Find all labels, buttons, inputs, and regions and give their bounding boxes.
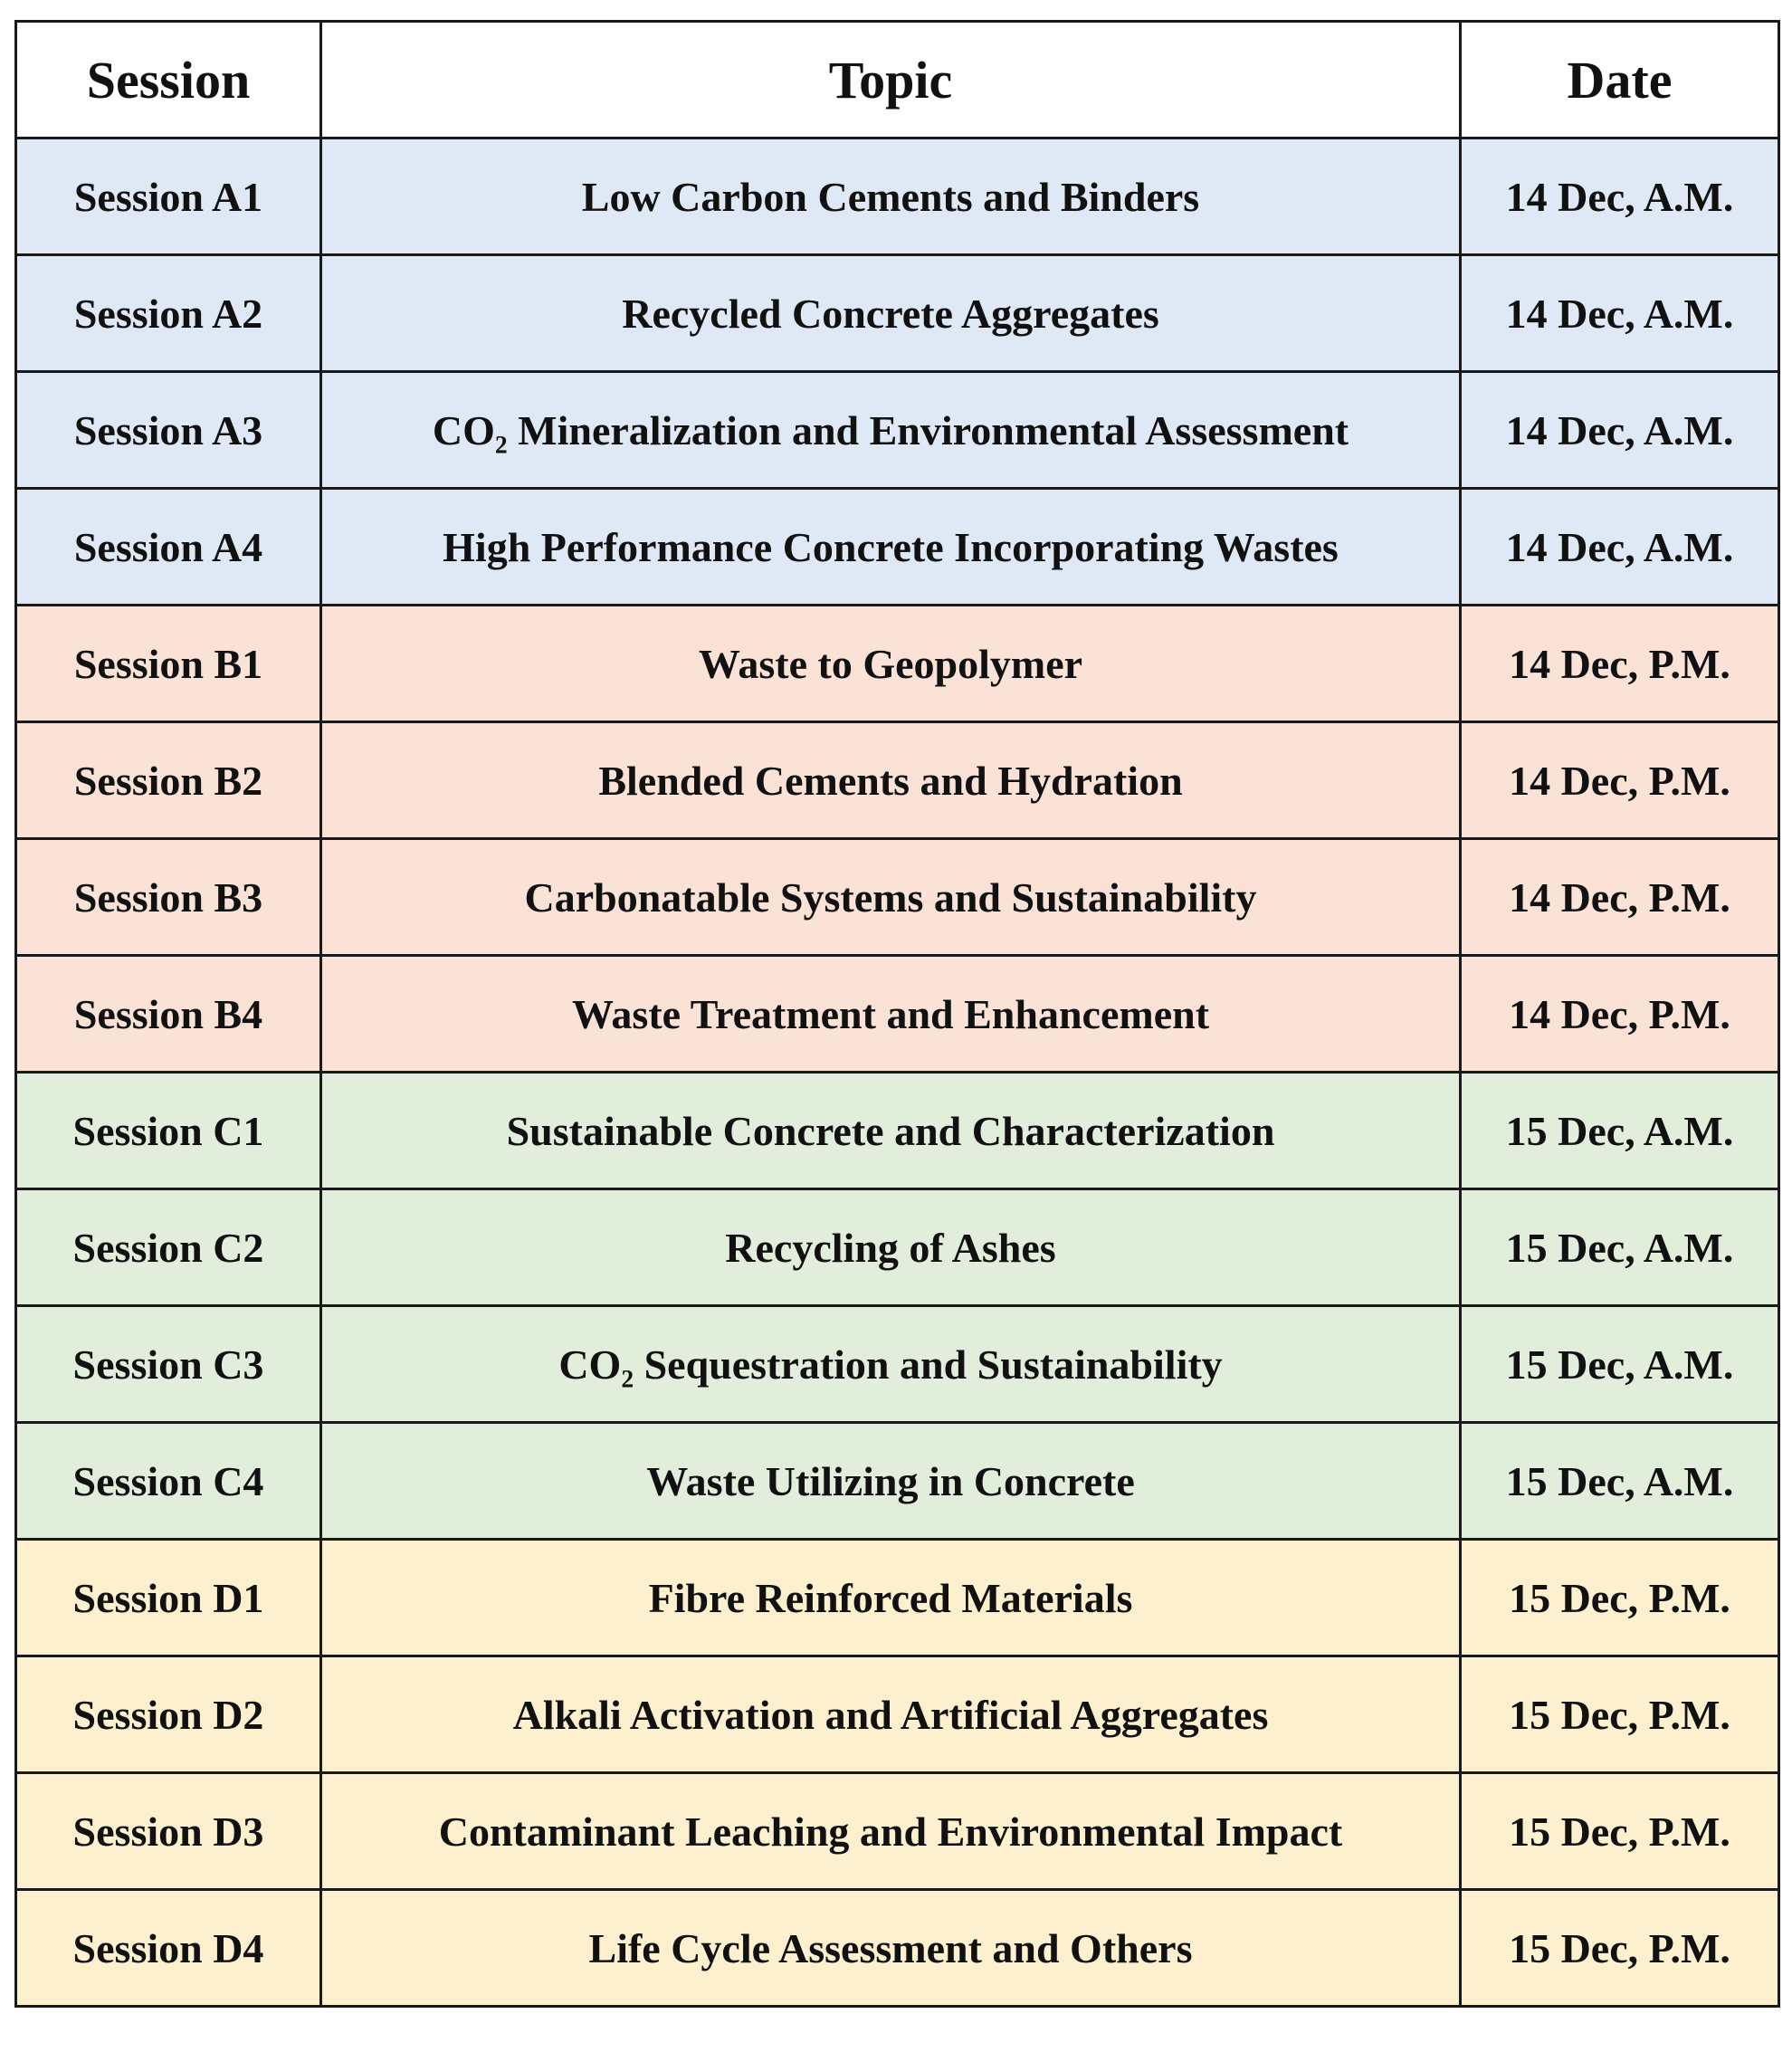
table-row	[16, 1540, 1779, 1656]
session-schedule-table-container	[14, 20, 1778, 2008]
topic-cell: Low Carbon Cements and Binders	[321, 138, 1461, 255]
table-row	[16, 839, 1779, 956]
topic-cell: Blended Cements and Hydration	[321, 722, 1461, 839]
session-cell: Session D1	[16, 1540, 321, 1656]
date-cell: 15 Dec, P.M.	[1461, 1773, 1779, 1890]
table-row	[16, 489, 1779, 606]
session-cell: Session B3	[16, 839, 321, 956]
table-header	[16, 22, 1779, 138]
topic-cell: CO₂ Mineralization and Environmental Assessment	[321, 372, 1461, 489]
date-cell: 14 Dec, A.M.	[1461, 138, 1779, 255]
session-cell: Session C1	[16, 1073, 321, 1189]
session-cell: Session D2	[16, 1656, 321, 1773]
topic-cell: Recycling of Ashes	[321, 1189, 1461, 1306]
header-date: Date	[1461, 22, 1779, 138]
session-cell: Session B4	[16, 956, 321, 1073]
session-cell: Session B2	[16, 722, 321, 839]
table-row	[16, 956, 1779, 1073]
table-row	[16, 1306, 1779, 1423]
session-cell: Session A2	[16, 255, 321, 372]
topic-cell: High Performance Concrete Incorporating Wastes	[321, 489, 1461, 606]
header-session: Session	[16, 22, 321, 138]
topic-cell: Contaminant Leaching and Environmental Impact	[321, 1773, 1461, 1890]
session-cell: Session A4	[16, 489, 321, 606]
session-cell: Session D4	[16, 1890, 321, 2007]
session-cell: Session C4	[16, 1423, 321, 1540]
topic-cell: Fibre Reinforced Materials	[321, 1540, 1461, 1656]
header-row	[16, 22, 1779, 138]
table-row	[16, 1189, 1779, 1306]
session-cell: Session C2	[16, 1189, 321, 1306]
date-cell: 14 Dec, P.M.	[1461, 722, 1779, 839]
topic-cell: Waste Utilizing in Concrete	[321, 1423, 1461, 1540]
table-row	[16, 1656, 1779, 1773]
topic-cell: Alkali Activation and Artificial Aggregates	[321, 1656, 1461, 1773]
topic-cell: Waste to Geopolymer	[321, 606, 1461, 722]
date-cell: 15 Dec, P.M.	[1461, 1656, 1779, 1773]
topic-cell: Waste Treatment and Enhancement	[321, 956, 1461, 1073]
table-row	[16, 255, 1779, 372]
table-row	[16, 1773, 1779, 1890]
session-cell: Session A3	[16, 372, 321, 489]
table-row	[16, 1423, 1779, 1540]
date-cell: 14 Dec, A.M.	[1461, 489, 1779, 606]
session-cell: Session A1	[16, 138, 321, 255]
table-row	[16, 722, 1779, 839]
session-schedule-table	[14, 20, 1780, 2008]
session-cell: Session D3	[16, 1773, 321, 1890]
topic-cell: Sustainable Concrete and Characterization	[321, 1073, 1461, 1189]
topic-cell: Life Cycle Assessment and Others	[321, 1890, 1461, 2007]
table-row	[16, 1890, 1779, 2007]
table-row	[16, 372, 1779, 489]
date-cell: 14 Dec, P.M.	[1461, 839, 1779, 956]
table-row	[16, 1073, 1779, 1189]
date-cell: 15 Dec, A.M.	[1461, 1073, 1779, 1189]
table-body	[16, 138, 1779, 2007]
topic-cell: Carbonatable Systems and Sustainability	[321, 839, 1461, 956]
session-cell: Session B1	[16, 606, 321, 722]
topic-cell: Recycled Concrete Aggregates	[321, 255, 1461, 372]
topic-cell: CO₂ Sequestration and Sustainability	[321, 1306, 1461, 1423]
date-cell: 14 Dec, A.M.	[1461, 372, 1779, 489]
date-cell: 15 Dec, P.M.	[1461, 1890, 1779, 2007]
date-cell: 14 Dec, P.M.	[1461, 956, 1779, 1073]
date-cell: 15 Dec, A.M.	[1461, 1306, 1779, 1423]
session-cell: Session C3	[16, 1306, 321, 1423]
date-cell: 15 Dec, P.M.	[1461, 1540, 1779, 1656]
date-cell: 14 Dec, A.M.	[1461, 255, 1779, 372]
header-topic: Topic	[321, 22, 1461, 138]
date-cell: 14 Dec, P.M.	[1461, 606, 1779, 722]
table-row	[16, 138, 1779, 255]
date-cell: 15 Dec, A.M.	[1461, 1423, 1779, 1540]
date-cell: 15 Dec, A.M.	[1461, 1189, 1779, 1306]
table-row	[16, 606, 1779, 722]
